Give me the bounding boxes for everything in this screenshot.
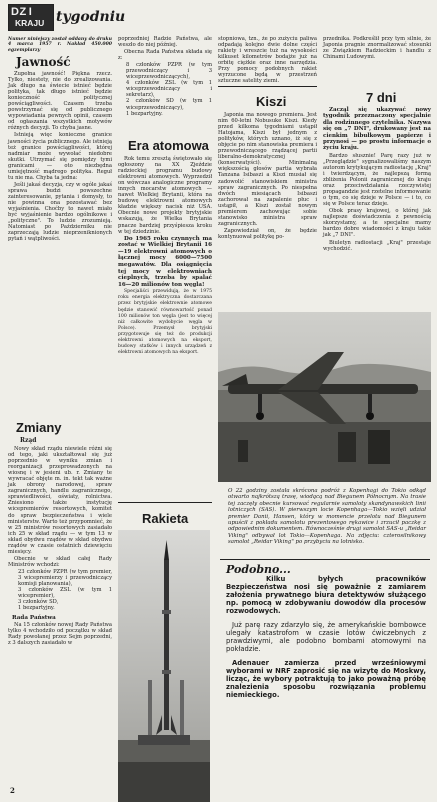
podobno-para: Kilku byłych pracowników Bezpieczeństwa nosi się poważnie z zamiarem założenia prywatnego biura detektywów służącego np. pomocą w zdobywaniu dowodów dla procesów rozwodowych. — [226, 575, 426, 615]
zmiany-para: Nowy skład rządu niewiele różni się od tego, jaki ukształtował się już poprzednio w wyniku zmian i reorganizacji przeprowadzonych na wiosnę i w jesieni ub. r. Zmiany te wywracać objęte m. in. tekt tak ważne jak obrony narodowej, spraw zagranicznych, handlu zagranicznego, sprawiedliwości, oświaty, rolnictwa. Zniesiono także instytucję wicepremierów resortowych, komitet do spraw bezpieczeństwa i wiele ministerstw. Warto też przypomnieć, że w 25 ministrów resortowych zasiadało ich 25 w skład rządu — w tym 13 w skład obydwu rządów w skład obydwu rządów w czasie ostatnich dziewięciu miesięcy. — [8, 446, 112, 555]
dni-para: Zacząl się ukazywać nowy tygodnik przeznaczony specjalnie dla rodzinnego czytelnika. Nazywa się on „7 DNI", drukowany jest na cienkim bibułkowym papierze i przynosi — po prostu informacje o życiu kraju. — [323, 107, 431, 152]
era-para: Rok temu zresztą świętowało się ogłoszony na XX Zjeździe radzieckiej programu budowy elektrowni atomowych. Wyprzedził on wówczas analogiczne programy innych mocarstw atomowych — nawet Wielkiej Brytanii, która na budowę elektrowni atomowych kładzie większy nacisk niż USA. Obecnie nowe projekty brytyjskie wskazują, że Wielka Brytania pnacze bardziej przyśpiesza kroku w tej dziedzinie. — [118, 156, 212, 235]
jawnosc-para: Istnieją więc konieczne granice jawności życia publicznego. Ale istnieją też granice powściągliwości, której nadmiar może wywołać niedobre skutki. Utrzymać się pomiędzy tymi granicami — oto niezbędna umiejętność mądrego polityka. Reguł tu nie ma. Chyba ta jedna: — [8, 132, 112, 181]
list-item: 8 członków PZPR (w tym przewodniczący i 3 wiceprzewodniczących), — [126, 62, 212, 81]
list-item: 4 członków ZSL (w tym 1 wiceprzewodniczący i sekretarz), — [126, 80, 212, 99]
jawnosc-title: Jawność — [16, 55, 71, 69]
logo-sub: KRAJU — [15, 18, 45, 28]
era-para: Specjaliści przewidują, że w 1975 roku energia elektryczna dostarczana przez brytyjskie elektrownie atomowe będzie stanowić równowartość ponad 100 milionów ton węgla (jest to więcej niż całkowite wydobycie węgla w Polsce). Przemysł brytyjski przygotowuje się też do produkcji elektrowni atomowych na eksport, budowy statków i innych urządzeń z elektrowni atomowych na eksport. — [118, 289, 212, 355]
page-number: 2 — [10, 786, 15, 795]
logo-letter: Z — [19, 6, 27, 18]
kiszi-title: Kiszi — [256, 94, 287, 109]
rada-list — [118, 62, 212, 116]
rocket-photo — [118, 530, 210, 802]
rada-text: Na 15 członków nowej Rady Państwa tylko 4 wchodziło od początku w skład Rady powołanej przez Sejm poprzedni, z 3 dalszych zasiadało w — [8, 622, 112, 647]
podobno-title: Podobno... — [226, 563, 291, 576]
list-item: 3 członków SD, — [18, 599, 59, 606]
column-4-dni — [323, 107, 431, 253]
list-item: 1 bezpartyjny. — [18, 605, 55, 612]
airport-caption: O 22 godziny została skrócona podróż z Kopenhagi do Tokio odkąd otwarto najkrótszą trasę, wiodącą nad Biegunem Północnym. Na trasie tej zaczęły obecnie kursować regularnie samoloty skandynawskich linii lotniczych (SAS). W pierwszym locie Kopenhaga—Tokio wzięli udział premier Danii, Hansen, który w momencie przelotu nad Biegunem upuścił z pokładu samolotu prezentowego rękawice i zrzucił paczkę z odpowiednim dokumentem. Równocześnie drugi samolot SAS-u „Reidar Viking" odbywał lot Tokio—Kopenhaga. Na zdjęciu: czterosilnikowy samolot „Reidar Viking" po przybyciu na lotnisko. — [228, 488, 426, 546]
column-2-era — [118, 156, 212, 357]
jawnosc-para: Zupełna jawność! Piękna rzecz. Tylko, niestety, nie do zrealizowania. Jak długo na świecie istnieć będzie polityka, tak długo istnieć będzie konieczność politycznej powściągliwości. Czasem trzeba powstrzymać się od publicznego wypowiadania pewnych opinii, czasem od ogłaszania wszystkich motywów różnych decyzji. To chyba jasne. — [8, 71, 112, 132]
era-title: Era atomowa — [128, 138, 209, 153]
zmiany-sub: Rząd — [20, 437, 37, 444]
masthead-title: tygodniu — [56, 9, 126, 25]
rada-cont: poprzedniej Radzie Państwa, ale weszło do niej później. — [118, 36, 212, 49]
kiszi-para: Japonia ma nowego premiera. Jest nim 60-letni Nobusuke Kiszi. Kiedy przed kilkoma tygodniami ustąpił Hatojama, Kiszi był jednym z polityków, których uznano, iż się z objęcie po nim stanowiska premiera i przewodniczącego rządzącej partii liberalno-demokratycznej (konserwatyści). Minimalną większością głosów partia wybrała Tanzana Isibaszi a Kiszi musiał się zadowolić stanowiskiem ministra spraw zagranicznych. Po niespełna dwóch miesiącach Isibaszi zachorował na zapalenie płuc i ustąpił, a Kiszi został nowym premierem zachowując sobie stanowisko ministra spraw zagranicznych. — [218, 112, 317, 227]
column-3-top — [218, 36, 317, 85]
list-item: 3 członków ZSL (w tym 1 wicepremier), — [18, 587, 112, 600]
column-4-top — [323, 36, 431, 61]
rada-lead: Obecna Rada Państwa składa się z: — [118, 49, 212, 62]
airplane-illustration — [218, 312, 431, 482]
issue-note: Numer niniejszy został oddany do druku 4 marca 1957 r. Nakład 450.000 egzemplarzy — [8, 37, 112, 53]
divider — [118, 502, 212, 503]
jawnosc-para: Jeśli jakaś decyzja, czy w ogóle jakaś sprawa budzi powszechne zainteresowanie, pytania i domysły, to nie powinna ona pozostawać bez wyjaśnienia. Choćby to nawet miało być wyjaśnienie bardzo ogólnikowe i „polityczne". To ludzie zrozumieją. Natomiast po Październiku nie zaprzeczają ludzie nieprzeniknionych pytań i wątpliwości. — [8, 181, 112, 243]
column-2 — [118, 36, 212, 117]
dni-para: Bardzo słusznie! Parę razy już w „Przeglądzie" sygnalizowaliśmy naszym autorom krytykującym radiostację „Kraj" i twierdzącym, że najlepszą formą zbliżenia Polonii zagranicznej do kraju oraz przeciwdziałania rzeczywistej propagandzie jest rzetelne informowanie o tym, co się dzieje w Polsce — i to, co się w Polsce teraz dzieje. — [323, 152, 431, 208]
list-item: 1 bezpartyjny. — [126, 110, 163, 117]
rakieta-title: Rakieta — [142, 511, 189, 526]
kiszi-para: Zapowiedział on, że będzie kontynuował politykę po- — [218, 227, 317, 240]
zmiany-title: Zmiany — [16, 420, 62, 435]
logo-letter: I — [28, 6, 33, 18]
kiszi-cont: przednika. Podkreślił przy tym silnie, że Japonia pragnie znormalizować stosunki ze Związkiem Radzieckim i handlu z Chinami Ludowymi. — [323, 36, 431, 61]
rocket-illustration — [118, 530, 210, 802]
rada-title: Rada Państwa — [12, 615, 56, 622]
list-item: 23 członków PZPR (w tym premier, 3 wicepremierzy i przewodniczący komisji planowania), — [18, 568, 112, 588]
zmiany-para: Obecnie w skład całej Rady Ministrów wchodzi: — [8, 555, 112, 568]
dni-para: Biuletyn radiostacji „Kraj" przestaje wychodzić. — [323, 239, 431, 252]
podobno-section — [226, 575, 426, 700]
zmiany-list — [8, 569, 112, 611]
rocket-cont: stopniowa, tzn., że po zużyciu paliwa odpadają kolejno dwie dolne części rakiety i wreszcie tuż na wysokości kilkuset kilometrów bodajże już na orbitę ciężkie oraz inne narzędzia. Przy pomocy podobnych rakiet wyrzucone będą w przestrzeń sztuczne satelity ziemi. — [218, 36, 317, 85]
divider — [220, 559, 430, 560]
logo-letter: D — [11, 6, 20, 18]
podobno-para: Już parę razy zdarzyło się, że amerykańskie bombowce ulegały katastrofom w czasie lotów ćwiczebnych z prawdziwymi, ale podobno bombami atomowymi na pokładzie. — [226, 621, 426, 653]
airport-photo — [218, 312, 431, 482]
dni-para: Obok prasy krajowej, o której jak najlepsze doświadczenia z pewnością skorzystamy, a te specjalne mamy bardzo dobre wiadomości z kraju takie jak „7 DNI". — [323, 208, 431, 239]
podobno-para: Adenauer zamierza przed wrześniowymi wyborami w NRF zaprosić się na wizytę do Moskwy, licząc, że wybory potraktują to jako poważną próbę znalezienia sposobu rozwiązania problemu niemieckiego. — [226, 659, 426, 699]
dni-title: 7 dni — [366, 90, 397, 105]
era-para: Do 1965 roku czynnych ma zostać w Wielkiej Brytanii 16—19 elektrowni atomowych o łącznej mocy 6000—7500 megawatów. Dla osiągnięcia tej mocy w elektrowniach cieplnych, trzeba by spalać 16—20 milionów ton węgla! — [118, 235, 212, 288]
column-3-kiszi — [218, 112, 317, 241]
column-1-lower — [8, 446, 112, 648]
column-1 — [8, 55, 112, 243]
divider — [218, 86, 317, 87]
masthead-logo — [8, 4, 54, 31]
list-item: 2 członków SD (w tym 1 wiceprzewodniczący), — [126, 98, 212, 111]
